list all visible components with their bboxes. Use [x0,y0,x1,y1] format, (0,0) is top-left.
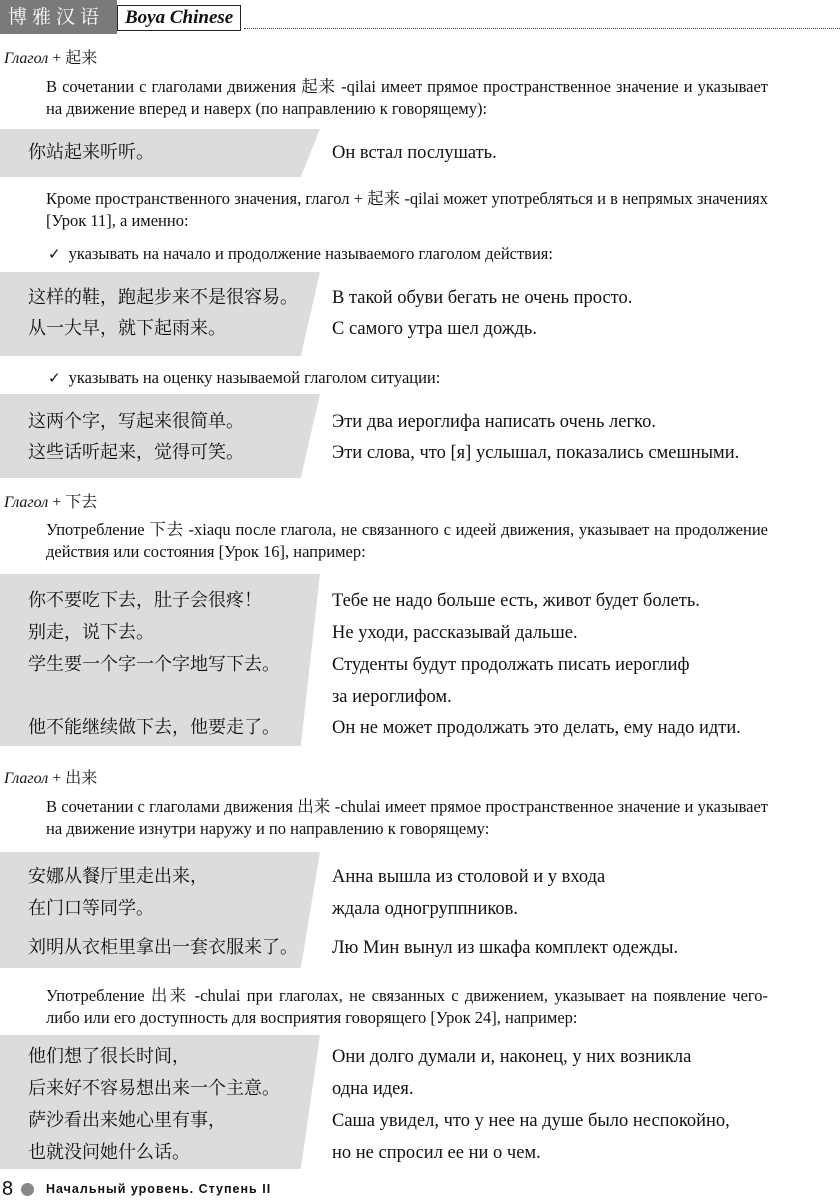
example-ru: Не уходи, рассказывай дальше. [332,623,578,643]
example-cn: 安娜从餐厅里走出来， [28,866,208,887]
example-cn: 这两个字，写起来很简单。 [28,411,244,432]
example-cn: 这些话听起来，觉得可笑。 [28,442,244,463]
example-ru: Эти слова, что [я] услышал, показались смешными. [332,443,740,463]
example-ru: ждала одногруппников. [332,899,519,919]
example-ru: Лю Мин вынул из шкафа комплект одежды. [332,938,679,958]
header-title-en: Boya Chinese [117,5,241,31]
example-cn: 你不要吃下去，肚子会很疼！ [28,590,262,611]
section-heading-chulai: Глагол + 出来 [4,770,98,787]
example-cn: 你站起来听听。 [28,142,154,163]
example-ru: Студенты будут продолжать писать иероглиф [332,655,690,675]
paragraph-qilai-intro2: Кроме пространственного значения, глагол + 起来 -qilai может употребляться и в непрямых значениях [Урок 11], а именно: [46,189,768,230]
example-ru: Тебе не надо больше есть, живот будет болеть. [332,591,700,611]
example-ru: за иероглифом. [332,687,452,707]
example-ru: но не спросил ее ни о чем. [332,1143,541,1163]
checkmark-icon: ✓ [48,369,61,387]
example-cn: 这样的鞋，跑起步来不是很容易。 [28,287,298,308]
check-item-2: ✓ указывать на оценку называемой глаголом ситуации: [48,368,441,387]
section-heading-xiaqu: Глагол + 下去 [4,494,98,511]
example-ru: одна идея. [332,1079,414,1099]
section-heading-qilai: Глагол + 起来 [4,50,98,67]
example-cn: 学生要一个字一个字地写下去。 [28,654,280,675]
page-header [0,0,840,34]
check-item-1: ✓ указывать на начало и продолжение называемого глаголом действия: [48,244,553,263]
example-ru: Он не может продолжать это делать, ему надо идти. [332,718,741,738]
example-ru: С самого утра шел дождь. [332,319,537,339]
example-cn: 后来好不容易想出来一个主意。 [28,1078,280,1099]
example-cn: 他们想了很长时间， [28,1046,190,1067]
example-ru: Он встал послушать. [332,143,497,163]
header-title-cn: 博雅汉语 [0,0,117,34]
paragraph-chulai-intro2: Употребление 出来 -chulai при глаголах, не связанных с движением, указывает на появление чего-либо или его доступность для восприятия говорящего [Урок 24], например: [46,986,768,1027]
example-cn: 刘明从衣柜里拿出一套衣服来了。 [28,937,298,958]
example-cn: 从一大早，就下起雨来。 [28,318,226,339]
example-cn: 在门口等同学。 [28,898,154,919]
example-cn: 别走，说下去。 [28,622,154,643]
example-ru: Анна вышла из столовой и у входа [332,867,606,887]
paragraph-xiaqu-intro: Употребление 下去 -xiaqu после глагола, не связанного с идеей движения, указывает на продолжение действия или состояния [Урок 16], например: [46,520,768,561]
footer-text: Начальный уровень. Ступень II [46,1182,272,1196]
bullet-dot-icon [21,1183,34,1196]
checkmark-icon: ✓ [48,245,61,263]
example-ru: В такой обуви бегать не очень просто. [332,288,633,308]
example-cn: 他不能继续做下去，他要走了。 [28,717,280,738]
example-ru: Эти два иероглифа написать очень легко. [332,412,656,432]
paragraph-chulai-intro: В сочетании с глаголами движения 出来 -chulai имеет прямое пространственное значение и указывает на движение изнутри наружу и по направлению к говорящему: [46,797,768,838]
example-ru: Они долго думали и, наконец, у них возникла [332,1047,692,1067]
page-footer [0,1178,840,1200]
example-cn: 也就没问她什么话。 [28,1142,190,1163]
page-number: 8 [2,1178,14,1200]
example-ru: Саша увидел, что у нее на душе было неспокойно, [332,1111,730,1131]
example-cn: 萨沙看出来她心里有事， [28,1110,226,1131]
header-dotted-rule [244,28,840,29]
paragraph-qilai-intro: В сочетании с глаголами движения 起来 -qilai имеет прямое пространственное значение и указывает на движение вперед и наверх (по направлению к говорящему): [46,77,768,118]
